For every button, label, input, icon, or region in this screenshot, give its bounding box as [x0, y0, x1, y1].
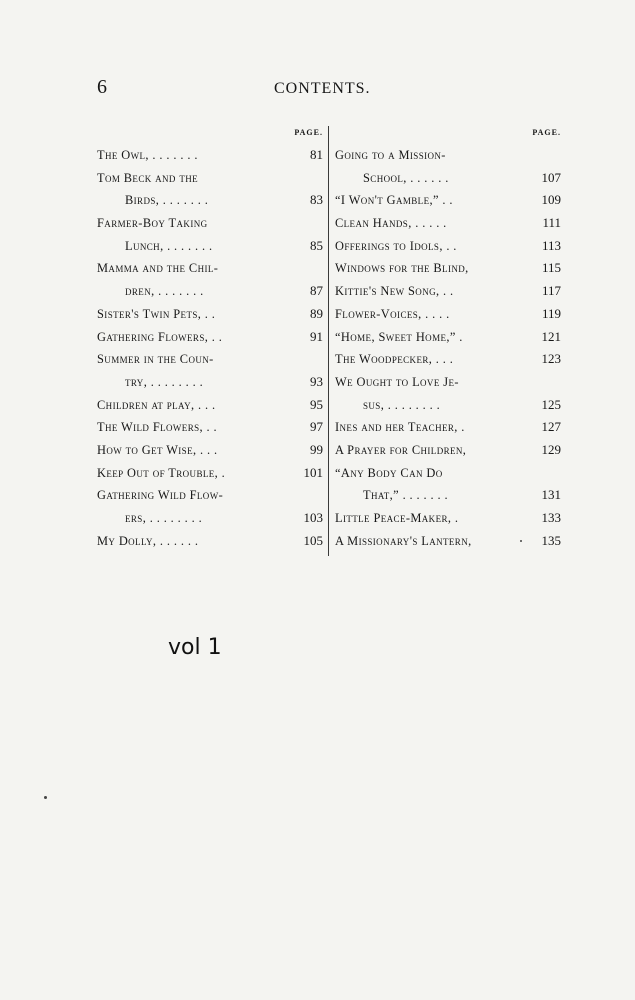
toc-entry-title: Children at play, . . . [97, 397, 216, 412]
toc-entry-title: Mamma and the Chil- [97, 261, 219, 276]
toc-entry [335, 439, 561, 462]
toc-entry-page: 97 [310, 419, 323, 435]
toc-entry [97, 371, 323, 394]
toc-entry [335, 212, 561, 235]
toc-entry [97, 189, 323, 212]
toc-entry [97, 462, 323, 485]
toc-entry-page: 99 [310, 441, 323, 457]
toc-entry [97, 280, 323, 303]
toc-entry-title: try, . . . . . . . . [125, 374, 204, 389]
contents-list-left [97, 144, 323, 552]
paper-speck [520, 540, 522, 542]
toc-entry-title: The Wild Flowers, . . [97, 420, 218, 435]
toc-entry [335, 326, 561, 349]
toc-entry-title: How to Get Wise, . . . [97, 442, 218, 457]
toc-entry-title: “Home, Sweet Home,” . [335, 329, 463, 344]
toc-entry-title: ers, . . . . . . . . [125, 511, 203, 525]
toc-entry-page: 107 [541, 169, 561, 185]
toc-entry [97, 439, 323, 462]
toc-entry-title: Clean Hands, . . . . . [335, 216, 447, 231]
column-divider [328, 126, 329, 556]
contents-column-right [335, 126, 561, 552]
toc-entry-title: The Woodpecker, . . . [335, 352, 454, 367]
toc-entry-page: 105 [303, 532, 323, 548]
toc-entry-title: Sister's Twin Pets, . . [97, 306, 216, 321]
toc-entry-title: That,” . . . . . . . [363, 488, 449, 503]
toc-entry-page: 129 [541, 441, 561, 457]
toc-entry-title: A Prayer for Children, [335, 442, 467, 457]
contents-list-right [335, 144, 561, 552]
toc-entry-title: Kittie's New Song, . . [335, 284, 454, 299]
toc-entry-page: 131 [541, 487, 561, 503]
toc-entry-page: 91 [310, 328, 323, 344]
toc-entry-page: 101 [303, 464, 323, 480]
toc-entry [97, 394, 323, 417]
toc-entry [97, 303, 323, 326]
toc-entry [335, 530, 561, 553]
toc-entry-page: 109 [541, 192, 561, 208]
toc-entry [335, 257, 561, 280]
toc-entry [97, 530, 323, 553]
toc-entry [335, 189, 561, 212]
toc-entry [97, 416, 323, 439]
toc-entry [97, 507, 323, 530]
toc-entry-page: 93 [310, 373, 323, 389]
page-column-heading: PAGE. [532, 128, 561, 137]
toc-entry-page: 103 [303, 510, 323, 525]
toc-entry [335, 280, 561, 303]
contents-column-left [97, 126, 323, 552]
handwritten-volume-note: vol 1 [168, 635, 222, 660]
running-title: CONTENTS. [274, 80, 371, 97]
toc-entry-title: Little Peace-Maker, . [335, 511, 459, 525]
toc-entry-title: Gathering Wild Flow- [97, 488, 224, 503]
toc-entry-title: Ines and her Teacher, . [335, 420, 465, 435]
toc-entry-page: 115 [541, 260, 561, 276]
toc-entry-title: A Missionary's Lantern, [335, 533, 472, 548]
page-number: 6 [97, 76, 107, 98]
toc-entry-title: Farmer-Boy Taking [97, 216, 208, 231]
toc-entry-page: 127 [541, 419, 561, 435]
toc-entry-title: “Any Body Can Do [335, 465, 443, 480]
toc-entry-page: 81 [310, 147, 323, 162]
toc-entry-title: “I Won't Gamble,” . . [335, 193, 453, 208]
toc-entry-page: 135 [541, 532, 561, 548]
toc-entry-title: Keep Out of Trouble, . [97, 465, 226, 480]
toc-entry [335, 167, 561, 190]
toc-entry-page: 85 [310, 237, 323, 253]
toc-entry [335, 394, 561, 417]
toc-entry-page: 119 [541, 305, 561, 321]
toc-entry-title: School, . . . . . . [363, 170, 449, 185]
toc-entry [335, 484, 561, 507]
toc-entry [335, 507, 561, 530]
toc-entry-title: We Ought to Love Je- [335, 374, 459, 389]
toc-entry-page: 121 [541, 328, 561, 344]
toc-entry [335, 416, 561, 439]
toc-entry-title: sus, . . . . . . . . [363, 397, 441, 412]
toc-entry [335, 462, 561, 485]
toc-entry [97, 235, 323, 258]
toc-entry [97, 326, 323, 349]
toc-entry [97, 348, 323, 371]
toc-entry [97, 212, 323, 235]
toc-entry [335, 303, 561, 326]
toc-entry-title: Summer in the Coun- [97, 352, 214, 367]
toc-entry-title: Lunch, . . . . . . . [125, 238, 213, 253]
toc-entry-title: Tom Beck and the [97, 170, 199, 185]
toc-entry-page: 113 [541, 237, 561, 253]
toc-entry [335, 144, 561, 167]
toc-entry-page: 111 [542, 215, 561, 231]
toc-entry-title: Birds, . . . . . . . [125, 193, 209, 208]
toc-entry-page: 87 [310, 283, 323, 299]
toc-entry-title: Flower-Voices, . . . . [335, 306, 450, 321]
toc-entry-title: My Dolly, . . . . . . [97, 533, 199, 548]
toc-entry [97, 144, 323, 167]
toc-entry [335, 371, 561, 394]
toc-entry-page: 83 [310, 192, 323, 208]
toc-entry-title: The Owl, . . . . . . . [97, 148, 198, 162]
page-column-heading: PAGE. [294, 128, 323, 137]
toc-entry-page: 133 [541, 510, 561, 525]
toc-entry-page: 117 [541, 283, 561, 299]
toc-entry [335, 235, 561, 258]
toc-entry-page: 125 [541, 396, 561, 412]
toc-entry-page: 89 [310, 305, 323, 321]
toc-entry [97, 167, 323, 190]
toc-entry [97, 257, 323, 280]
paper-speck [44, 796, 47, 799]
toc-entry [97, 484, 323, 507]
toc-entry-title: Going to a Mission- [335, 148, 446, 162]
toc-entry-page: 95 [310, 396, 323, 412]
toc-entry-title: Gathering Flowers, . . [97, 329, 223, 344]
toc-entry [335, 348, 561, 371]
toc-entry-title: dren, . . . . . . . [125, 284, 204, 299]
toc-entry-page: 123 [541, 351, 561, 367]
toc-entry-title: Windows for the Blind, [335, 261, 469, 276]
toc-entry-title: Offerings to Idols, . . [335, 238, 457, 253]
